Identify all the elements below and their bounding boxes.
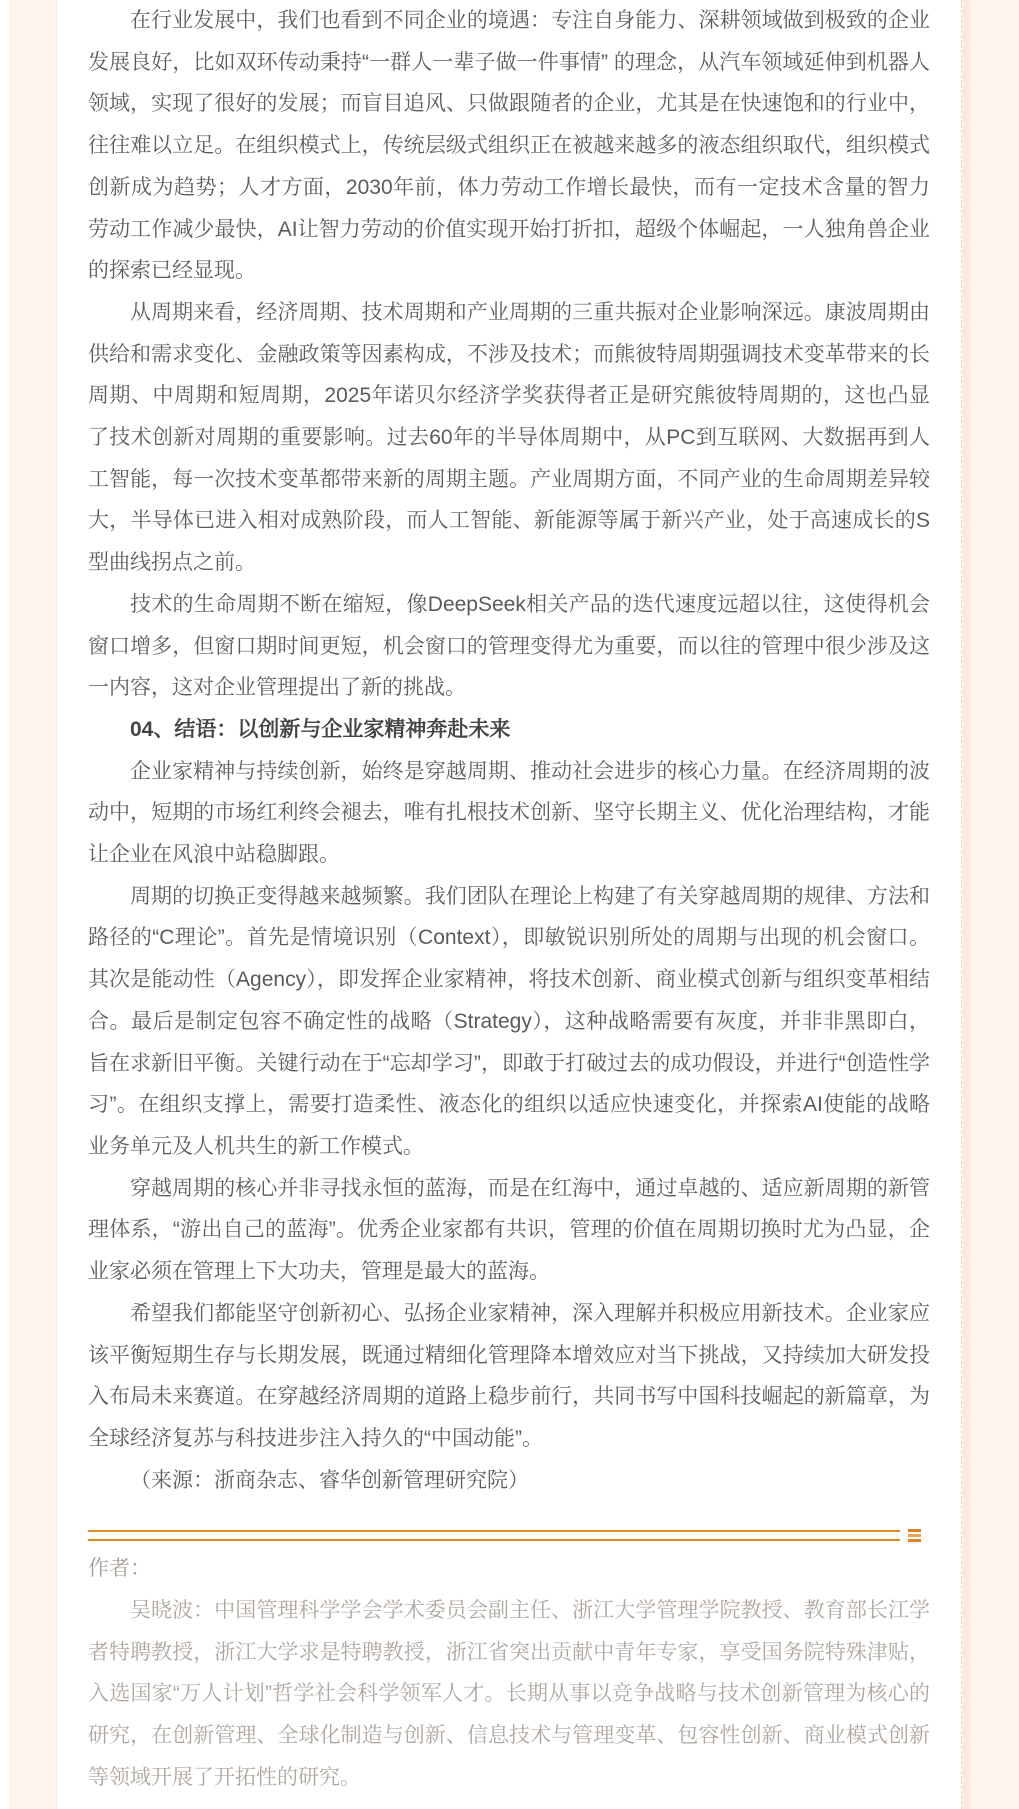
menu-bar-top	[908, 1529, 921, 1532]
author-label: 作者：	[88, 1557, 151, 1581]
body-paragraph: 从周期来看，经济周期、技术周期和产业周期的三重共振对企业影响深远。康波周期由供给和需求变化、金融政策等因素构成，不涉及技术；而熊彼特周期强调技术变革带来的长周期、中周期和短周期，2025年诺贝尔经济学奖获得者正是研究熊彼特周期的，这也凸显了技术创新对周期的重要影响。过去60年的半导体周期中，从PC到互联网、大数据再到人工智能，每一次技术变革都带来新的周期主题。产业周期方面，不同产业的生命周期差异较大，半导体已进入相对成熟阶段，而人工智能、新能源等属于新兴产业，处于高速成长的S型曲线拐点之前。	[88, 300, 930, 575]
author-bio: 吴晓波：中国管理科学学会学术委员会副主任、浙江大学管理学院教授、教育部长江学者特聘教授，浙江大学求是特聘教授，浙江省突出贡献中青年专家，享受国务院特殊津贴，入选国家“万人计划”哲学社会科学领军人才。长期从事以竞争战略与技术创新管理为核心的研究，在创新管理、全球化制造与创新、信息技术与管理变革、包容性创新、商业模式创新等领域开展了开拓性的研究。	[88, 1599, 930, 1789]
section-divider	[88, 1527, 930, 1544]
source-line: （来源：浙商杂志、睿华创新管理研究院）	[130, 1468, 529, 1492]
article-card	[56, 0, 962, 1809]
body-paragraph: 在行业发展中，我们也看到不同企业的境遇：专注自身能力、深耕领域做到极致的企业发展良好，比如双环传动秉持“一群人一辈子做一件事情” 的理念，从汽车领域延伸到机器人领域，实现了很好的发展；而盲目追风、只做跟随者的企业，尤其是在快速饱和的行业中，往往难以立足。在组织模式上，传统层级式组织正在被越来越多的液态组织取代，组织模式创新成为趋势；人才方面，2030年前，体力劳动工作增长最快，而有一定技术含量的智力劳动工作减少最快，AI让智力劳动的价值实现开始打折扣，超级个体崛起，一人独角兽企业的探索已经显现。	[88, 9, 930, 283]
body-paragraph: 周期的切换正变得越来越频繁。我们团队在理论上构建了有关穿越周期的规律、方法和路径的“C理论”。首先是情境识别（Context），即敏锐识别所处的周期与出现的机会窗口。其次是能动性（Agency），即发挥企业家精神，将技术创新、商业模式创新与组织变革相结合。最后是制定包容不确定性的战略（Strategy），这种战略需要有灰度，并非非黑即白，旨在求新旧平衡。关键行动在于“忘却学习”，即敢于打破过去的成功假设，并进行“创造性学习”。在组织支撑上，需要打造柔性、液态化的组织以适应快速变化，并探索AI使能的战略业务单元及人机共生的新工作模式。	[88, 884, 930, 1158]
body-paragraph: 希望我们都能坚守创新初心、弘扬企业家精神，深入理解并积极应用新技术。企业家应该平衡短期生存与长期发展，既通过精细化管理降本增效应对当下挑战，又持续加大研发投入布局未来赛道。在穿越经济周期的道路上稳步前行，共同书写中国科技崛起的新篇章，为全球经济复苏与科技进步注入持久的“中国动能”。	[88, 1301, 930, 1450]
body-paragraph: 穿越周期的核心并非寻找永恒的蓝海，而是在红海中，通过卓越的、适应新周期的新管理体系，“游出自己的蓝海”。优秀企业家都有共识，管理的价值在周期切换时尤为凸显，企业家必须在管理上下大功夫，管理是最大的蓝海。	[88, 1176, 930, 1284]
body-paragraph: 企业家精神与持续创新，始终是穿越周期、推动社会进步的核心力量。在经济周期的波动中，短期的市场红利终会褪去，唯有扎根技术创新、坚守长期主义、优化治理结构，才能让企业在风浪中站稳脚跟。	[88, 759, 930, 867]
menu-bar-bottom	[908, 1539, 921, 1542]
section-heading: 04、结语：以创新与企业家精神奔赴未来	[130, 717, 511, 741]
divider-line	[88, 1530, 900, 1541]
article-body	[57, 0, 961, 1799]
body-paragraph: 技术的生命周期不断在缩短，像DeepSeek相关产品的迭代速度远超以往，这使得机会窗口增多，但窗口期时间更短，机会窗口的管理变得尤为重要，而以往的管理中很少涉及这一内容，这对企业管理提出了新的挑战。	[88, 592, 930, 700]
menu-bars-icon	[908, 1529, 921, 1542]
menu-bar-middle	[908, 1534, 921, 1537]
